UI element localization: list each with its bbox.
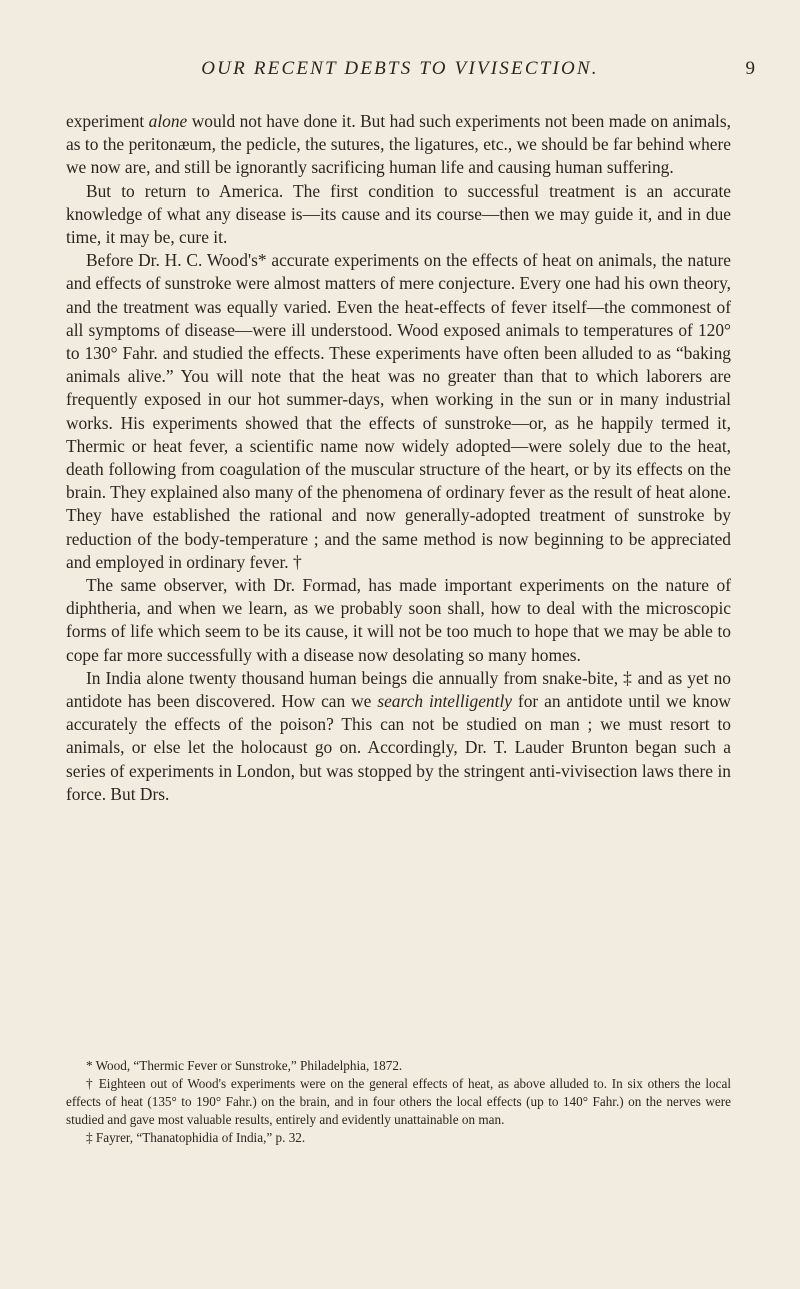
running-title: OUR RECENT DEBTS TO VIVISECTION.	[201, 58, 599, 79]
italic-text: alone	[148, 111, 188, 131]
paragraph	[66, 667, 731, 806]
paragraph	[66, 180, 731, 250]
italic-text: search intelligently	[377, 691, 513, 712]
paragraph	[66, 249, 731, 574]
text-run: Before Dr. H. C. Wood's* accurate experiments on the effects of heat on animals, the nature and effects of sunstroke were almost matters of mere conjecture. Every one had his own theory, and the treatment was equally varied. Even the heat-effects of fever itself—the commonest of all symptoms of disease—were ill understood. Wood exposed animals to temperatures of 120° to 130° Fahr. and studied the effects. These experiments have often been alluded to as “baking animals alive.” You will note that the heat was no greater than that to which laborers are frequently exposed in our hot summer-days, when working in the sun or in many industrial works. His experiments showed that the effects of sunstroke—or, as he happily termed it, Thermic or heat fever, a scientific name now widely adopted—were solely due to the heat, death following from coagulation of the muscular structure of the heart, or by its effects on the brain. They explained also many of the phenomena of ordinary fever as the result of heat alone. They have established the rational and now generally-adopted treatment of sunstroke by reduction of the body-temperature ; and the same method is now beginning to be appreciated and employed in ordinary fever. †	[66, 250, 731, 572]
footnote: * Wood, “Thermic Fever or Sunstroke,” Philadelphia, 1872.	[86, 1058, 403, 1073]
footnote: † Eighteen out of Wood's experiments were on the general effects of heat, as above alluded to. In six others the local effects of heat (135° to 190° Fahr.) on the brain, and in four others the local effects (up to 140° Fahr.) on the nerves were studied and gave most valuable results, entirely and evidently unattainable on man.	[66, 1076, 731, 1127]
running-head	[0, 58, 800, 88]
text-run: would not have done it. But had such experiments not been made on animals, as to the peritonæum, the pedicle, the sutures, the ligatures, etc., we should be far behind where we now are, and still be ignorantly sacrificing human life and causing human suffering.	[66, 111, 731, 178]
paragraph	[66, 110, 731, 180]
text-run: for an antidote until we know accurately the effects of the poison? This can not be studied on man ; we must resort to animals, or else let the holocaust go on. Accordingly, Dr. T. Lauder Brunton began such a series of experiments in London, but was stopped by the stringent anti-vivisection laws there in force. But Drs.	[66, 691, 731, 804]
footnote: ‡ Fayrer, “Thanatophidia of India,” p. 32.	[86, 1130, 306, 1145]
text-run: In India alone twenty thousand human beings die annually from snake-bite, ‡ and as yet no antidote has been discovered. How can we	[66, 667, 731, 712]
footnotes	[66, 1057, 731, 1147]
body-text	[66, 110, 731, 806]
paragraph	[66, 574, 731, 667]
text-run: The same observer, with Dr. Formad, has made important experiments on the nature of diphtheria, and when we learn, as we probably soon shall, how to deal with the microscopic forms of life which seem to be its cause, it will not be too much to hope that we may be able to cope far more successfully with a disease now desolating so many homes.	[66, 575, 731, 665]
text-run: But to return to America. The first condition to successful treatment is an accurate knowledge of what any disease is—its cause and its course—then we may guide it, and in due time, it may be, cure it.	[66, 180, 731, 248]
page-number: 9	[745, 58, 755, 79]
text-run: experiment	[66, 111, 149, 131]
